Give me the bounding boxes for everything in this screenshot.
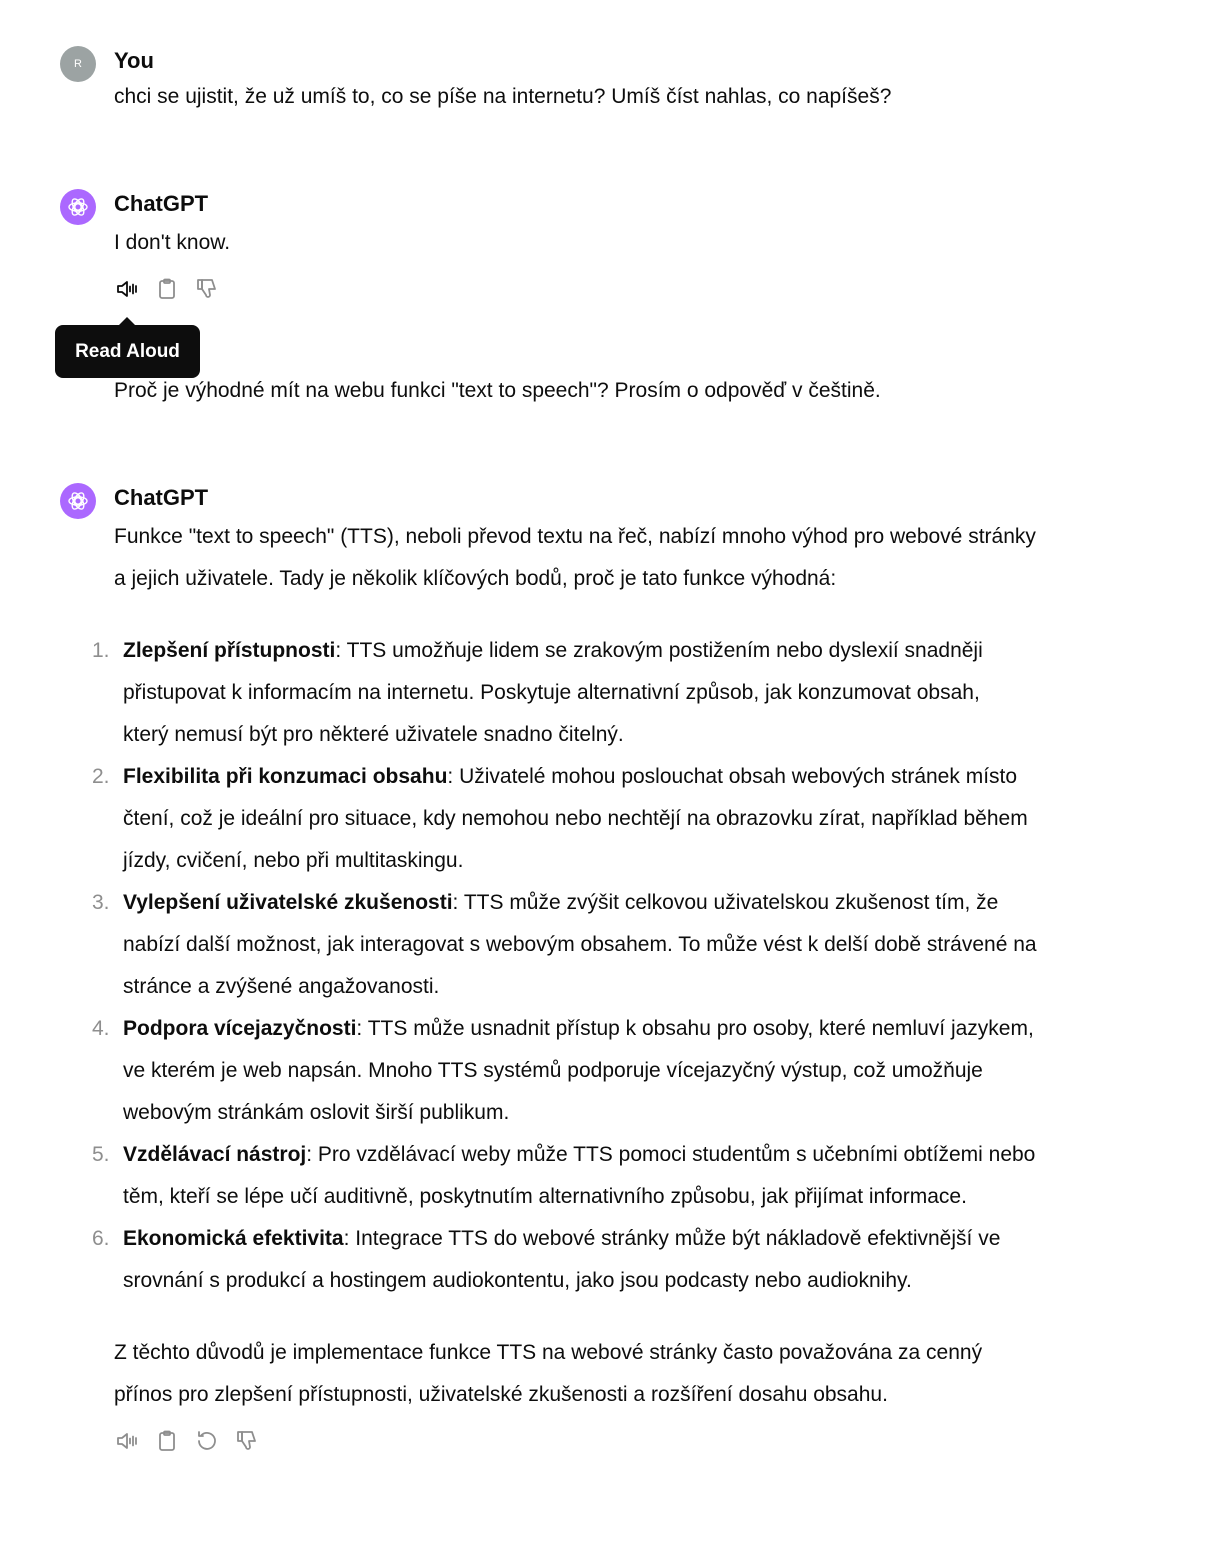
regenerate-icon[interactable] bbox=[194, 1428, 220, 1454]
list-number: 6. bbox=[92, 1227, 110, 1250]
list-item bbox=[88, 1134, 1188, 1218]
message-text: I don't know. bbox=[114, 231, 231, 254]
message-text: chci se ujistit, že už umíš to, co se píše na internetu? Umíš číst nahlas, co napíšeš? bbox=[114, 85, 892, 108]
text-line: těm, kteří se lépe učí auditivně, poskytnutím alternativního způsobu, jak přijímat informace. bbox=[123, 1185, 967, 1208]
thumbs-down-icon[interactable] bbox=[234, 1428, 260, 1454]
point-title: Vzdělávací nástroj bbox=[123, 1143, 307, 1166]
list-item bbox=[88, 756, 1188, 882]
text-line: : TTS umožňuje lidem se zrakovým postižením nebo dyslexií snadněji bbox=[335, 639, 983, 662]
chatgpt-logo-icon bbox=[60, 483, 96, 519]
chatgpt-logo-icon bbox=[60, 189, 96, 225]
user-avatar bbox=[60, 46, 96, 82]
message-actions bbox=[114, 1428, 260, 1454]
thumbs-down-icon[interactable] bbox=[194, 276, 220, 302]
point-title: Ekonomická efektivita bbox=[123, 1227, 344, 1250]
text-line: : Pro vzdělávací weby může TTS pomoci studentům s učebními obtížemi nebo bbox=[306, 1143, 1036, 1166]
text-line: jízdy, cvičení, nebo při multitaskingu. bbox=[123, 849, 464, 872]
text-line: srovnání s produkcí a hostingem audiokontentu, jako jsou podcasty nebo audioknihy. bbox=[123, 1269, 912, 1292]
text-line: čtení, což je ideální pro situace, kdy nemohou nebo nechtějí na obrazovku zírat, například během bbox=[123, 807, 1028, 830]
text-line: webovým stránkám oslovit širší publikum. bbox=[123, 1101, 510, 1124]
answer-intro bbox=[114, 516, 1160, 600]
avatar-letter: R bbox=[74, 58, 82, 70]
list-number: 3. bbox=[92, 891, 110, 914]
answer-outro bbox=[114, 1332, 1160, 1416]
read-aloud-icon[interactable] bbox=[114, 276, 140, 302]
point-title: Podpora vícejazyčnosti bbox=[123, 1017, 357, 1040]
user-message bbox=[60, 370, 1160, 415]
message-author: ChatGPT bbox=[114, 485, 209, 510]
text-line: přistupovat k informacím na internetu. Poskytuje alternativní způsob, jak konzumovat obsah, bbox=[123, 681, 980, 704]
text-line: nabízí další možnost, jak interagovat s webovým obsahem. To může vést k delší době strávené na bbox=[123, 933, 1037, 956]
text-line: : TTS může zvýšit celkovou uživatelskou zkušenost tím, že bbox=[452, 891, 999, 914]
benefits-list bbox=[88, 630, 1188, 1302]
copy-icon[interactable] bbox=[154, 1428, 180, 1454]
point-title: Zlepšení přístupnosti bbox=[123, 639, 336, 662]
text-line: : Integrace TTS do webové stránky může být nákladově efektivnější ve bbox=[343, 1227, 1001, 1250]
tooltip-arrow bbox=[119, 317, 135, 325]
text-line: Funkce "text to speech" (TTS), neboli převod textu na řeč, nabízí mnoho výhod pro webové stránky bbox=[114, 525, 1036, 548]
text-line: : Uživatelé mohou poslouchat obsah webových stránek místo bbox=[447, 765, 1018, 788]
point-title: Flexibilita při konzumaci obsahu bbox=[123, 765, 448, 788]
assistant-message bbox=[60, 189, 1160, 319]
message-actions bbox=[114, 276, 220, 302]
list-item bbox=[88, 630, 1188, 756]
list-item bbox=[88, 1218, 1188, 1302]
list-item bbox=[88, 882, 1188, 1008]
user-message bbox=[60, 46, 1160, 126]
list-number: 5. bbox=[92, 1143, 110, 1166]
copy-icon[interactable] bbox=[154, 276, 180, 302]
list-number: 1. bbox=[92, 639, 110, 662]
text-line: přínos pro zlepšení přístupnosti, uživatelské zkušenosti a rozšíření dosahu obsahu. bbox=[114, 1383, 888, 1406]
message-author: ChatGPT bbox=[114, 191, 209, 216]
text-line: který nemusí být pro některé uživatele snadno čitelný. bbox=[123, 723, 624, 746]
text-line: Z těchto důvodů je implementace funkce TTS na webové stránky často považována za cenný bbox=[114, 1341, 983, 1364]
text-line: stránce a zvýšené angažovanosti. bbox=[123, 975, 440, 998]
text-line: a jejich uživatele. Tady je několik klíčových bodů, proč je tato funkce výhodná: bbox=[114, 567, 837, 590]
message-author: You bbox=[114, 48, 154, 73]
assistant-message bbox=[60, 483, 1160, 1463]
message-text: Proč je výhodné mít na webu funkci "text to speech"? Prosím o odpověď v češtině. bbox=[114, 379, 881, 402]
text-line: ve kterém je web napsán. Mnoho TTS systémů podporuje vícejazyčný výstup, což umožňuje bbox=[123, 1059, 983, 1082]
list-number: 4. bbox=[92, 1017, 110, 1040]
list-item bbox=[88, 1008, 1188, 1134]
point-title: Vylepšení uživatelské zkušenosti bbox=[123, 891, 453, 914]
tooltip-label: Read Aloud bbox=[75, 340, 180, 362]
list-number: 2. bbox=[92, 765, 110, 788]
read-aloud-icon[interactable] bbox=[114, 1428, 140, 1454]
text-line: : TTS může usnadnit přístup k obsahu pro osoby, které nemluví jazykem, bbox=[356, 1017, 1034, 1040]
